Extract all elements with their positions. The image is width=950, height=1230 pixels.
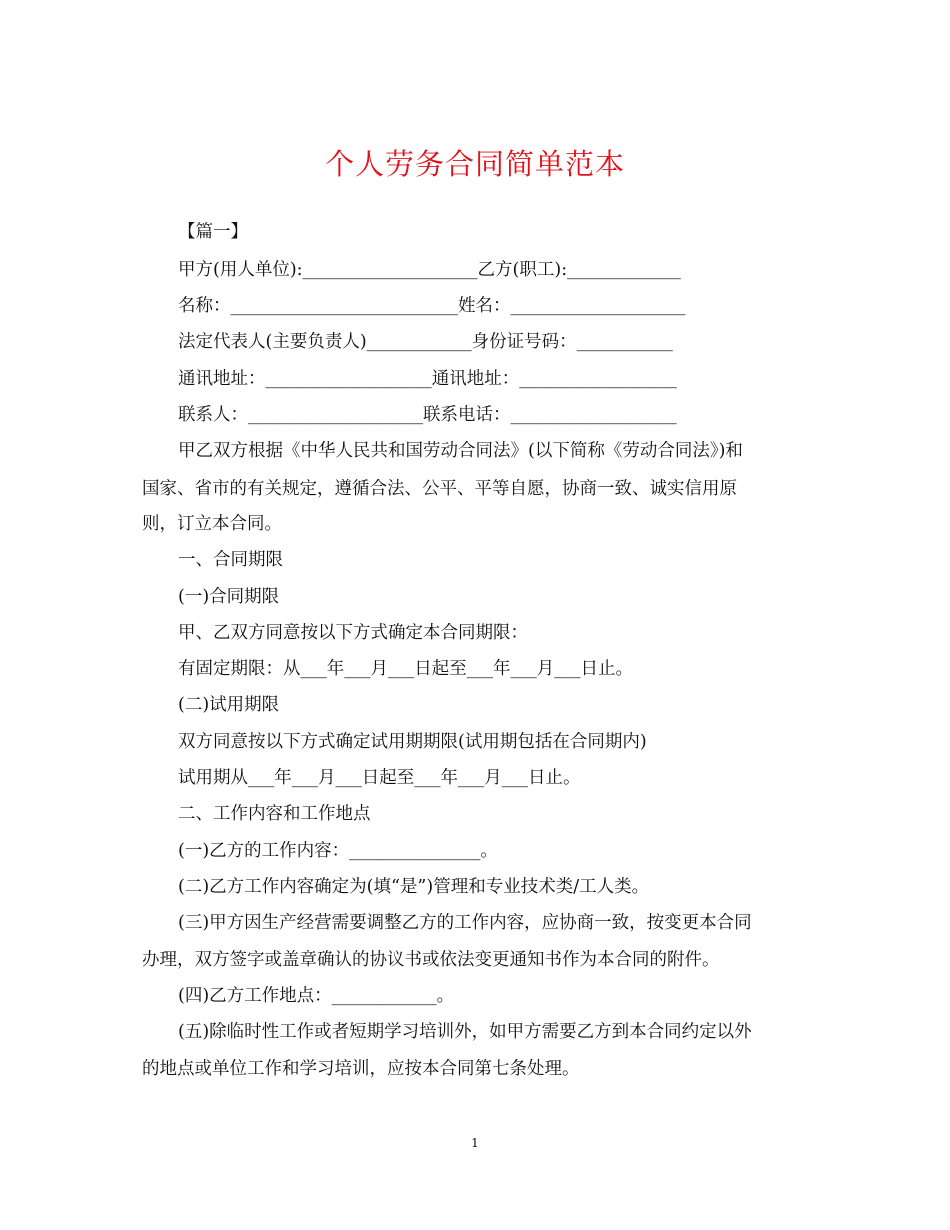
- clause-subheading: (二)试用期限: [178, 695, 280, 715]
- paragraph-line: 甲、乙双方同意按以下方式确定本合同期限：: [178, 623, 528, 643]
- page-number: 1: [471, 1136, 479, 1150]
- clause-subheading: (一)合同期限: [178, 587, 280, 607]
- paragraph-line: 办理，双方签字或盖章确认的协议书或依法变更通知书作为本合同的附件。: [142, 950, 720, 970]
- paragraph-line: 有固定期限：从___年___月___日起至___年___月___日止。: [178, 659, 633, 679]
- contact-field: 联系人：____________________联系电话：___________________: [178, 405, 677, 425]
- paragraph-line: (四)乙方工作地点：____________。: [178, 986, 455, 1006]
- paragraph-line: (五)除临时性工作或者短期学习培训外，如甲方需要乙方到本合同约定以外: [178, 1022, 752, 1042]
- paragraph-line: 国家、省市的有关规定，遵循合法、公平、平等自愿，协商一致、诚实信用原: [142, 479, 737, 499]
- name-field: 名称：__________________________姓名：____________________: [178, 296, 686, 316]
- party-a-field: 甲方(用人单位):____________________乙方(职工):_____________: [178, 260, 681, 280]
- paragraph-line: (三)甲方因生产经营需要调整乙方的工作内容，应协商一致，按变更本合同: [178, 913, 752, 933]
- legal-representative-field: 法定代表人(主要负责人)____________身份证号码：___________: [178, 332, 673, 352]
- paragraph-line: 则，订立本合同。: [142, 514, 282, 534]
- paragraph-line: 甲乙双方根据《中华人民共和国劳动合同法》(以下简称《劳动合同法》)和: [178, 441, 743, 461]
- clause-heading: 二、工作内容和工作地点: [178, 804, 371, 824]
- paragraph-line: 的地点或单位工作和学习培训，应按本合同第七条处理。: [142, 1059, 580, 1079]
- clause-heading: 一、合同期限: [178, 550, 283, 570]
- section-heading: 【篇一】: [178, 222, 248, 242]
- paragraph-line: (二)乙方工作内容确定为(填“是”)管理和专业技术类/工人类。: [178, 877, 650, 897]
- document-title: 个人劳务合同简单范本: [324, 147, 625, 181]
- paragraph-line: (一)乙方的工作内容：_______________。: [178, 841, 498, 861]
- paragraph-line: 试用期从___年___月___日起至___年___月___日止。: [178, 768, 581, 788]
- paragraph-line: 双方同意按以下方式确定试用期期限(试用期包括在合同期内): [178, 732, 647, 752]
- address-field: 通讯地址：___________________通讯地址：__________________: [178, 369, 677, 389]
